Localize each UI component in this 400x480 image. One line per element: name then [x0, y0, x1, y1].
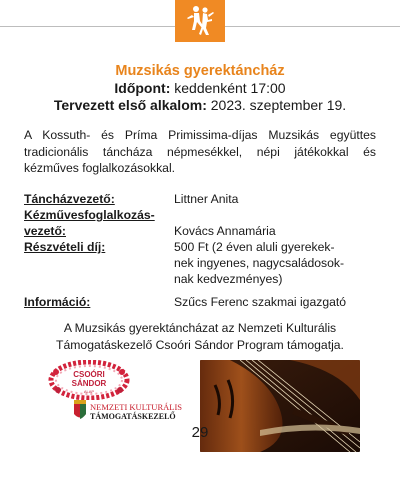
support-note — [0, 320, 400, 353]
header-icon-box — [175, 0, 225, 42]
leader-value: Littner Anita — [174, 192, 239, 206]
nkt-line1: NEMZETI KULTURÁLIS — [90, 402, 182, 412]
page-number: 29 — [191, 424, 209, 441]
fee-label: Részvételi díj: — [24, 240, 106, 254]
leader-label: Táncházvezető: — [24, 192, 115, 206]
dancing-couple-icon — [183, 4, 217, 38]
craft-label-line2: vezető: — [24, 224, 66, 238]
craft-label-line1: Kézművesfoglalkozás- — [24, 208, 155, 222]
csoori-line1: CSOÓRI — [73, 370, 105, 379]
craft-value: Kovács Annamária — [174, 224, 276, 238]
csoori-sandor-logo — [44, 360, 134, 400]
fee-value-line3: nak kedvezményes) — [174, 272, 283, 286]
schedule-first — [0, 97, 400, 113]
info-label: Információ: — [24, 295, 91, 309]
info-value: Szűcs Ferenc szakmai igazgató — [174, 295, 347, 309]
nkt-logo — [72, 398, 202, 424]
csoori-line3: ALAP — [83, 389, 95, 394]
time-label: Időpont: — [114, 80, 171, 96]
fee-value-line2: nek ingyenes, nagycsaládosok- — [174, 256, 345, 270]
support-line1: A Muzsikás gyerektáncházat az Nemzeti Kulturális — [63, 321, 337, 335]
intro-paragraph: A Kossuth- és Príma Primissima-díjas Muzsikás együttes tradicionális táncháza népmesékkel, népi játékokkal és kézműves foglalkozásokkal. — [24, 128, 376, 175]
fee-value-line1: 500 Ft (2 éven aluli gyerekek- — [174, 240, 335, 254]
coat-of-arms-icon — [74, 400, 86, 419]
schedule-time — [0, 80, 400, 96]
first-date-label: Tervezett első alkalom: — [53, 97, 207, 113]
event-title: Muzsikás gyerektáncház — [115, 63, 285, 79]
support-line2: Támogatáskezelő Csoóri Sándor Program támogatja. — [56, 337, 344, 352]
csoori-line2: SÁNDOR — [71, 379, 107, 388]
time-value: keddenként 17:00 — [174, 80, 286, 96]
nkt-line2: TÁMOGATÁSKEZELŐ — [90, 412, 176, 421]
first-date-value: 2023. szeptember 19. — [210, 97, 347, 113]
